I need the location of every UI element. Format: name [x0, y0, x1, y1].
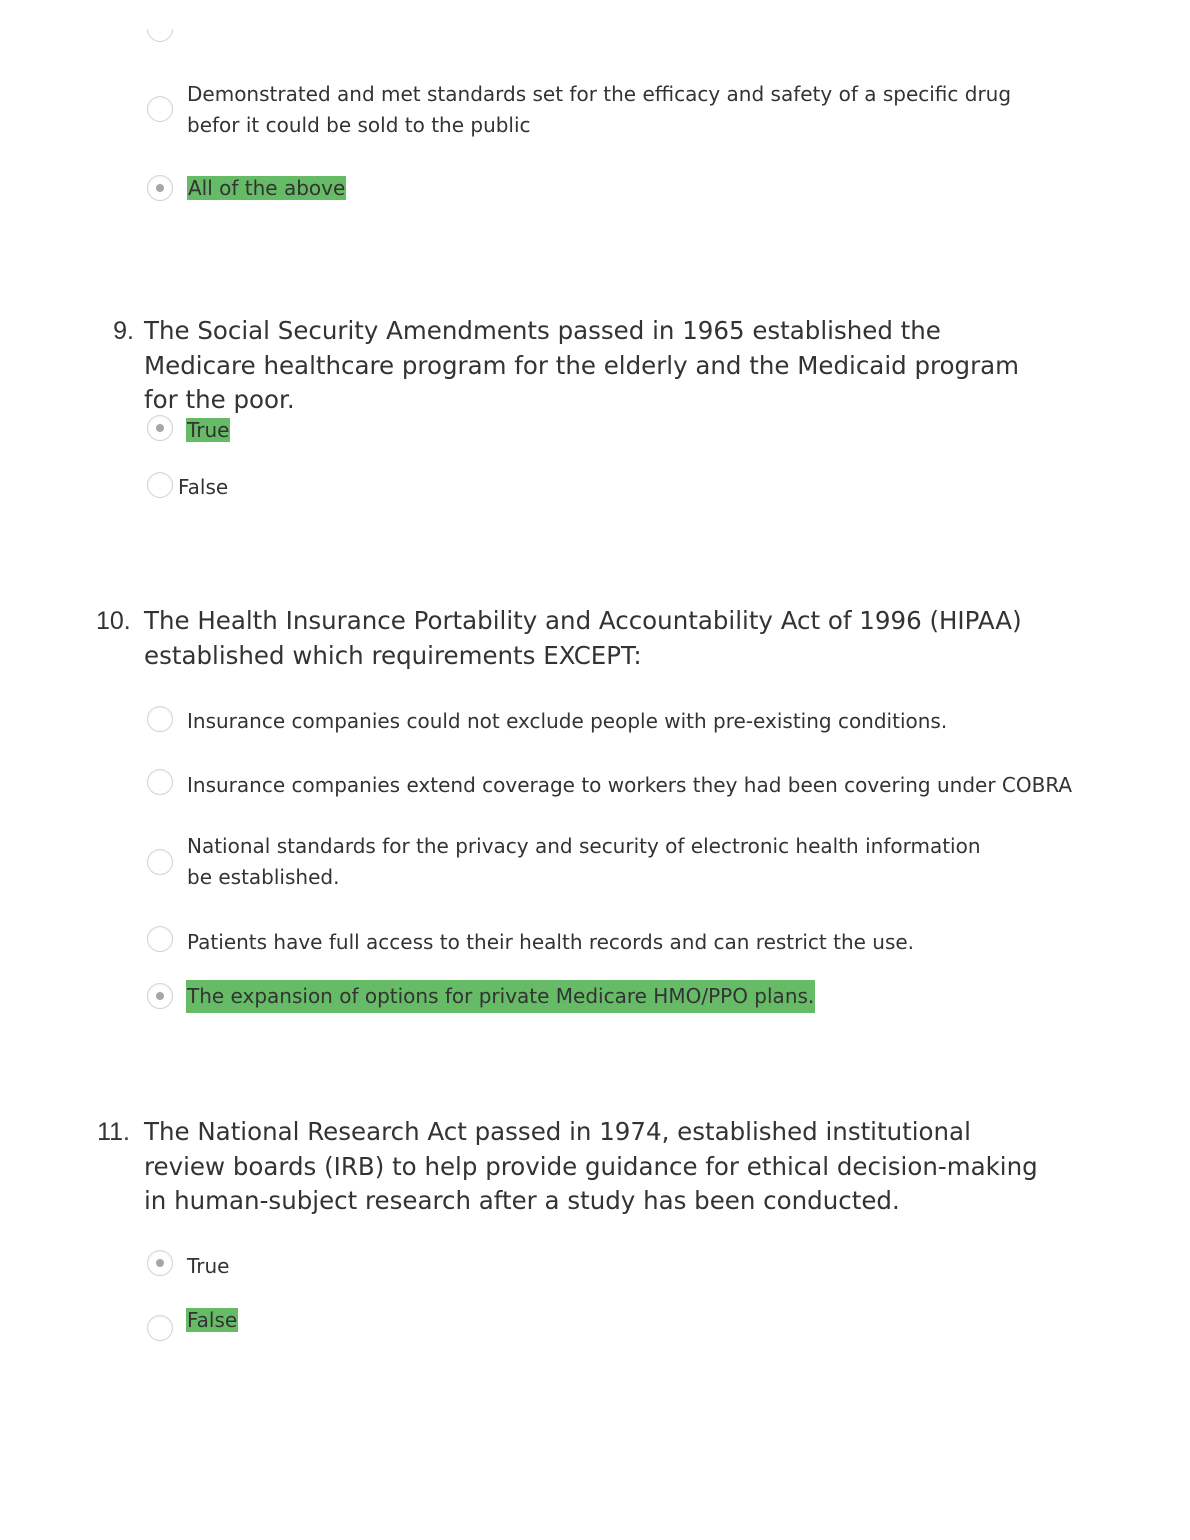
option-radio-true[interactable] [147, 415, 173, 441]
answer-highlight: All of the above [188, 176, 346, 200]
prev-option-radio-selected[interactable] [147, 175, 173, 201]
option-label [186, 980, 815, 1013]
option-label [186, 1305, 238, 1336]
question-number: 10. [96, 607, 131, 635]
option-label: Patients have full access to their health records and can restrict the use. [187, 930, 915, 954]
question-number: 11. [97, 1118, 130, 1146]
question-text: The Health Insurance Portability and Accountability Act of 1996 (HIPAA) established which requirements EXCEPT: [144, 606, 1022, 670]
option-radio-selected[interactable] [147, 983, 173, 1009]
option-radio[interactable] [147, 926, 173, 952]
option-label: National standards for the privacy and security of electronic health information be established. [187, 834, 981, 889]
prev-option-label: Demonstrated and met standards set for the efficacy and safety of a specific drug befor it could be sold to the public [187, 82, 1012, 137]
prev-option-radio[interactable] [147, 96, 173, 122]
question-text: The Social Security Amendments passed in 1965 established the Medicare healthcare program for the elderly and the Medicaid program for the poor. [144, 316, 1020, 414]
prev-option-radio-cutoff[interactable] [147, 16, 173, 42]
option-label: Insurance companies could not exclude people with pre-existing conditions. [187, 709, 948, 733]
option-radio[interactable] [147, 706, 173, 732]
prev-option-label [187, 173, 346, 204]
option-radio-false[interactable] [147, 1315, 173, 1341]
question-number: 9. [113, 317, 134, 345]
option-radio[interactable] [147, 849, 173, 875]
option-label: False [178, 475, 229, 499]
option-radio[interactable] [147, 769, 173, 795]
option-label: Insurance companies extend coverage to workers they had been covering under COBRA [187, 773, 1073, 797]
option-label: True [187, 1254, 230, 1278]
option-radio-true[interactable] [147, 1250, 173, 1276]
question-text: The National Research Act passed in 1974, established institutional review boards (IRB) to help provide guidance for ethical decision-making in human-subject research after a study has been conducted. [144, 1117, 1038, 1215]
answer-highlight: False [187, 1308, 238, 1332]
answer-highlight: True [187, 418, 230, 442]
option-label [186, 415, 230, 446]
option-radio-false[interactable] [147, 472, 173, 498]
answer-highlight: The expansion of options for private Medicare HMO/PPO plans. [186, 980, 815, 1013]
